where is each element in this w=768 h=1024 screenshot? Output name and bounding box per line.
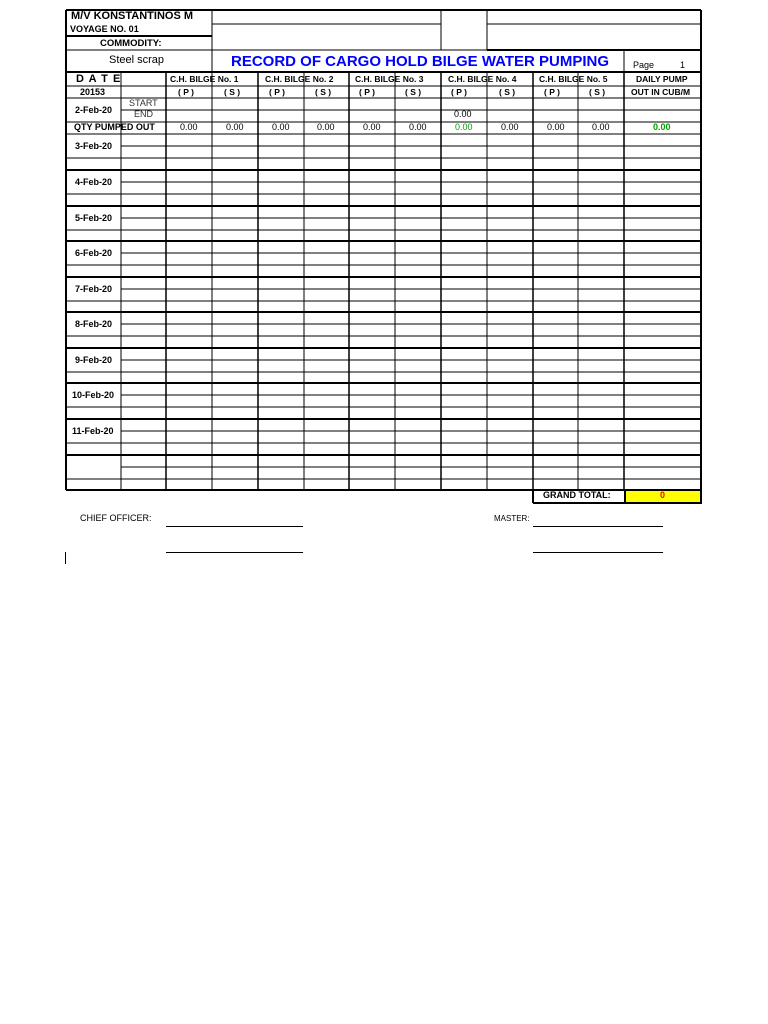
grand-total-label: GRAND TOTAL: xyxy=(543,490,611,500)
date-header: D A T E xyxy=(76,73,122,85)
page-label: Page xyxy=(633,60,655,70)
qty-value: 0.00 xyxy=(455,122,473,132)
start-label: START xyxy=(129,98,158,108)
bilge-1-port: ( P ) xyxy=(178,87,194,97)
text-cursor xyxy=(65,552,66,564)
master-signature-line-2 xyxy=(533,552,663,553)
day-date-label: 5-Feb-20 xyxy=(75,213,113,223)
bilge-5-starboard: ( S ) xyxy=(589,87,606,97)
day-date-label: 9-Feb-20 xyxy=(75,355,113,365)
chief-officer-signature-line-2 xyxy=(166,552,303,553)
bilge-2-header: C.H. BILGE No. 2 xyxy=(265,74,334,84)
bilge-1-starboard: ( S ) xyxy=(224,87,241,97)
date-code: 20153 xyxy=(80,87,106,97)
commodity-value: Steel scrap xyxy=(109,54,165,66)
daily-pump-header: DAILY PUMP xyxy=(636,74,688,84)
day-date-label: 8-Feb-20 xyxy=(75,319,113,329)
first-day-date: 2-Feb-20 xyxy=(75,105,113,115)
qty-value: 0.00 xyxy=(363,122,381,132)
bilge-3-header: C.H. BILGE No. 3 xyxy=(355,74,424,84)
qty-pumped-out-label: QTY PUMPED OUT xyxy=(74,122,155,132)
bilge-5-header: C.H. BILGE No. 5 xyxy=(539,74,608,84)
chief-officer-signature-line xyxy=(166,526,303,527)
chief-officer-label: CHIEF OFFICER: xyxy=(80,513,152,523)
day-date-label: 4-Feb-20 xyxy=(75,177,113,187)
master-label: MASTER: xyxy=(494,514,530,523)
bilge-4-port-end-value: 0.00 xyxy=(454,109,472,119)
bilge-2-starboard: ( S ) xyxy=(315,87,332,97)
end-label: END xyxy=(134,109,154,119)
day-date-label: 10-Feb-20 xyxy=(72,390,115,400)
bilge-4-port: ( P ) xyxy=(451,87,467,97)
bilge-4-starboard: ( S ) xyxy=(499,87,516,97)
qty-value: 0.00 xyxy=(317,122,335,132)
bilge-4-header: C.H. BILGE No. 4 xyxy=(448,74,517,84)
bilge-2-port: ( P ) xyxy=(269,87,285,97)
page-number: 1 xyxy=(680,60,686,70)
grand-total-value: 0 xyxy=(660,490,666,500)
qty-value: 0.00 xyxy=(409,122,427,132)
bilge-5-port: ( P ) xyxy=(544,87,560,97)
qty-value: 0.00 xyxy=(547,122,565,132)
bilge-3-starboard: ( S ) xyxy=(405,87,422,97)
qty-value: 0.00 xyxy=(501,122,519,132)
commodity-label: COMMODITY: xyxy=(100,38,162,49)
bilge-1-header: C.H. BILGE No. 1 xyxy=(170,74,239,84)
master-signature-line xyxy=(533,526,663,527)
qty-value: 0.00 xyxy=(180,122,198,132)
day-date-label: 6-Feb-20 xyxy=(75,248,113,258)
qty-value: 0.00 xyxy=(226,122,244,132)
qty-value: 0.00 xyxy=(592,122,610,132)
day-date-label: 7-Feb-20 xyxy=(75,284,113,294)
voyage-number: VOYAGE NO. 01 xyxy=(70,24,139,34)
bilge-3-port: ( P ) xyxy=(359,87,375,97)
vessel-name: M/V KONSTANTINOS M xyxy=(71,10,194,22)
daily-pump-header-unit: OUT IN CUB/M xyxy=(631,87,691,97)
daily-total-value: 0.00 xyxy=(653,122,671,132)
record-title: RECORD OF CARGO HOLD BILGE WATER PUMPING xyxy=(231,53,610,70)
day-date-label: 11-Feb-20 xyxy=(72,426,114,436)
day-date-label: 3-Feb-20 xyxy=(75,141,113,151)
qty-value: 0.00 xyxy=(272,122,290,132)
